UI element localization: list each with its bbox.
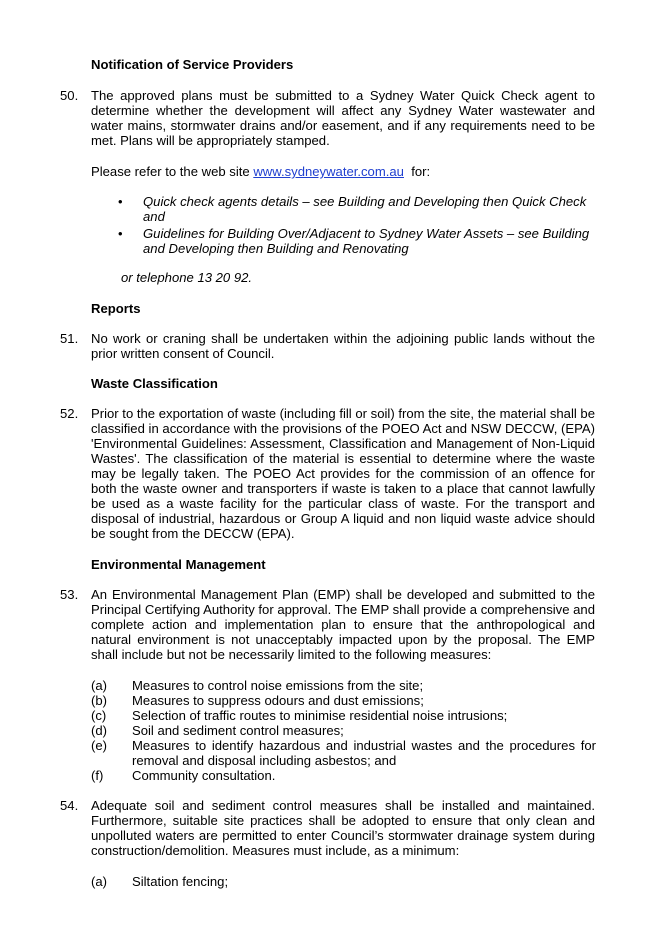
list-item bbox=[118, 226, 596, 256]
item-text: Siltation fencing; bbox=[132, 874, 229, 889]
heading-notification-of-service-providers: Notification of Service Providers bbox=[91, 57, 294, 72]
condition-51-text: No work or craning shall be undertaken within the adjoining public lands without the prior written consent of Council. bbox=[91, 331, 595, 361]
refer-line bbox=[91, 164, 595, 179]
condition-54-text: Adequate soil and sediment control measures shall be installed and maintained. Furthermore, suitable site practices shall be adopted to ensure that only clean and unpolluted waters are permitted to enter Council’s stormwater drainage system during construction/demolition. Measures must include, as a minimum: bbox=[91, 798, 595, 858]
heading-reports: Reports bbox=[91, 301, 141, 316]
list-item bbox=[91, 708, 596, 723]
condition-number-54: 54. bbox=[60, 798, 79, 813]
item-text: Measures to suppress odours and dust emissions; bbox=[132, 693, 424, 708]
condition-50-text: The approved plans must be submitted to a Sydney Water Quick Check agent to determine whether the development will affect any Sydney Water wastewater and water mains, stormwater drains and/or easement, and if any requirements need to be met. Plans will be appropriately stamped. bbox=[91, 88, 595, 148]
refer-prefix: Please refer to the web site bbox=[91, 164, 254, 179]
item-text: Measures to identify hazardous and industrial wastes and the procedures for removal and disposal including asbestos; and bbox=[132, 738, 596, 768]
bullet-icon: • bbox=[118, 226, 123, 241]
bullet-text: Quick check agents details – see Building and Developing then Quick Check and bbox=[143, 194, 587, 224]
item-text: Community consultation. bbox=[132, 768, 276, 783]
item-tag: (e) bbox=[91, 738, 108, 753]
list-item bbox=[91, 693, 596, 708]
item-text: Measures to control noise emissions from the site; bbox=[132, 678, 424, 693]
condition-number-52: 52. bbox=[60, 406, 79, 421]
item-tag: (c) bbox=[91, 708, 107, 723]
condition-number-50: 50. bbox=[60, 88, 79, 103]
condition-number-51: 51. bbox=[60, 331, 79, 346]
sydneywater-link[interactable]: www.sydneywater.com.au bbox=[253, 164, 404, 179]
refer-suffix: for: bbox=[403, 164, 431, 179]
telephone-line: or telephone 13 20 92. bbox=[121, 270, 253, 285]
list-item bbox=[91, 723, 596, 738]
sediment-measures-list bbox=[91, 874, 596, 889]
item-text: Selection of traffic routes to minimise residential noise intrusions; bbox=[132, 708, 508, 723]
list-item bbox=[91, 768, 596, 783]
list-item bbox=[91, 874, 596, 889]
item-tag: (d) bbox=[91, 723, 108, 738]
condition-52-text: Prior to the exportation of waste (including fill or soil) from the site, the material shall be classified in accordance with the provisions of the POEO Act and NSW DECCW, (EPA) 'Environmental Guidelines: Assessment, Classification and Management of Non-Liquid Wastes'. The classification of the material is essential to determine where the waste may be legally taken. The POEO Act provides for the commission of an offence for both the waste owner and transporters if waste is taken to a place that cannot lawfully be used as a waste facility for the particular class of waste. For the transport and disposal of industrial, hazardous or Group A liquid and non liquid waste advice should be sought from the DECCW (EPA). bbox=[91, 406, 595, 541]
list-item bbox=[91, 738, 596, 768]
item-tag: (a) bbox=[91, 678, 108, 693]
bullet-text: Guidelines for Building Over/Adjacent to Sydney Water Assets – see Building and Developing then Building and Renovating bbox=[143, 226, 590, 256]
heading-environmental-management: Environmental Management bbox=[91, 557, 266, 572]
item-tag: (a) bbox=[91, 874, 108, 889]
refer-bullet-list bbox=[118, 194, 596, 258]
list-item bbox=[118, 194, 596, 224]
list-item bbox=[91, 678, 596, 693]
emp-measures-list bbox=[91, 678, 596, 783]
item-tag: (f) bbox=[91, 768, 104, 783]
heading-waste-classification: Waste Classification bbox=[91, 376, 218, 391]
condition-53-text: An Environmental Management Plan (EMP) shall be developed and submitted to the Principal Certifying Authority for approval. The EMP shall provide a comprehensive and complete action and implementation plan to ensure that the anthropological and natural environment is not unacceptably impacted upon by the proposal. The EMP shall include but not be necessarily limited to the following measures: bbox=[91, 587, 595, 662]
condition-number-53: 53. bbox=[60, 587, 79, 602]
item-text: Soil and sediment control measures; bbox=[132, 723, 344, 738]
bullet-icon: • bbox=[118, 194, 123, 209]
item-tag: (b) bbox=[91, 693, 108, 708]
